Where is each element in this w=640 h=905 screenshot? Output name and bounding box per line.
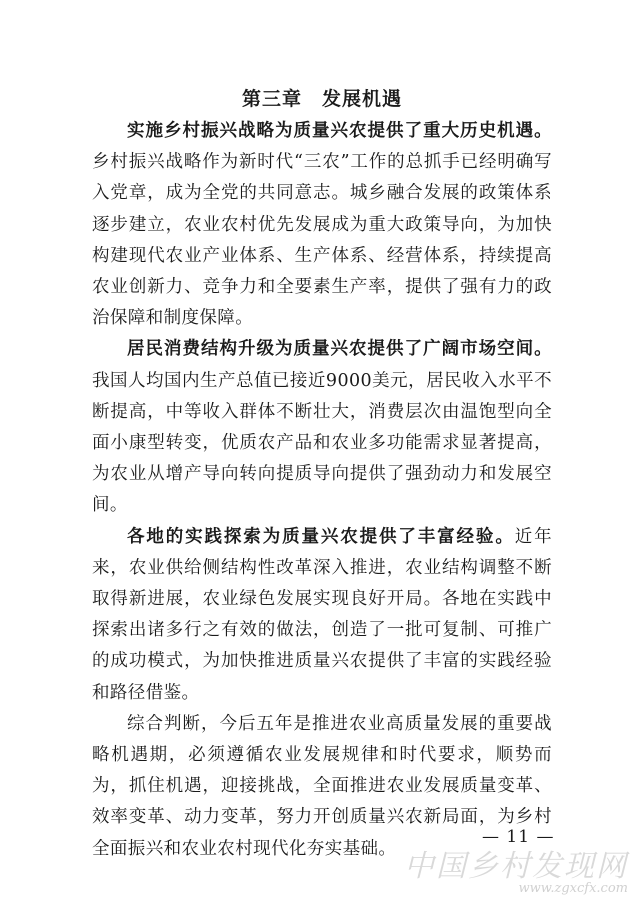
- paragraph-1-body: 乡村振兴战略作为新时代“三农”工作的总抓手已经明确写入党章，成为全党的共同意志。城乡融合发展的政策体系逐步建立，农业农村优先发展成为重大政策导向，为加快构建现代农业产业体系、生产体系、经营体系，持续提高农业创新力、竞争力和全要素生产率，提供了强有力的政治保障和制度保障。: [92, 152, 552, 329]
- watermark: [404, 851, 628, 897]
- paragraph-1-lead: 实施乡村振兴战略为质量兴农提供了重大历史机遇。: [127, 121, 552, 141]
- chapter-title: 第三章 发展机遇: [241, 88, 402, 110]
- watermark-url: www.zgxcfx.com: [518, 881, 628, 896]
- paragraph-2-body: 我国人均国内生产总值已接近9000美元，居民收入水平不断提高，中等收入群体不断壮大，消费层次由温饱型向全面小康型转变，优质农产品和农业多功能需求显著提高，为农业从增产导向转向提质导向提供了强劲动力和发展空间。: [92, 370, 552, 516]
- document-page: [92, 84, 555, 865]
- page-number: — 11 —: [482, 827, 555, 847]
- paragraph-2-lead: 居民消费结构升级为质量兴农提供了广阔市场空间。: [127, 339, 552, 360]
- paragraph-4-body: 综合判断，今后五年是推进农业高质量发展的重要战略机遇期，必须遵循农业发展规律和时代要求，顺势而为，抓住机遇，迎接挑战，全面推进农业发展质量变革、效率变革、动力变革，努力开创质量兴农新局面，为乡村全面振兴和农业农村现代化夯实基础。: [92, 713, 552, 859]
- paragraph-1: [92, 116, 552, 334]
- paragraph-3-body: 近年来，农业供给侧结构性改革深入推进，农业结构调整不断取得新进展，农业绿色发展实现良好开局。各地在实践中探索出诸多行之有效的做法，创造了一批可复制、可推广的成功模式，为加快推进质量兴农提供了丰富的实践经验和路径借鉴。: [92, 526, 552, 703]
- watermark-text: 中国乡村发现网: [404, 849, 628, 884]
- paragraph-3: [92, 522, 552, 709]
- paragraph-3-lead: 各地的实践探索为质量兴农提供了丰富经验。: [127, 526, 515, 547]
- paragraph-2: [92, 334, 552, 521]
